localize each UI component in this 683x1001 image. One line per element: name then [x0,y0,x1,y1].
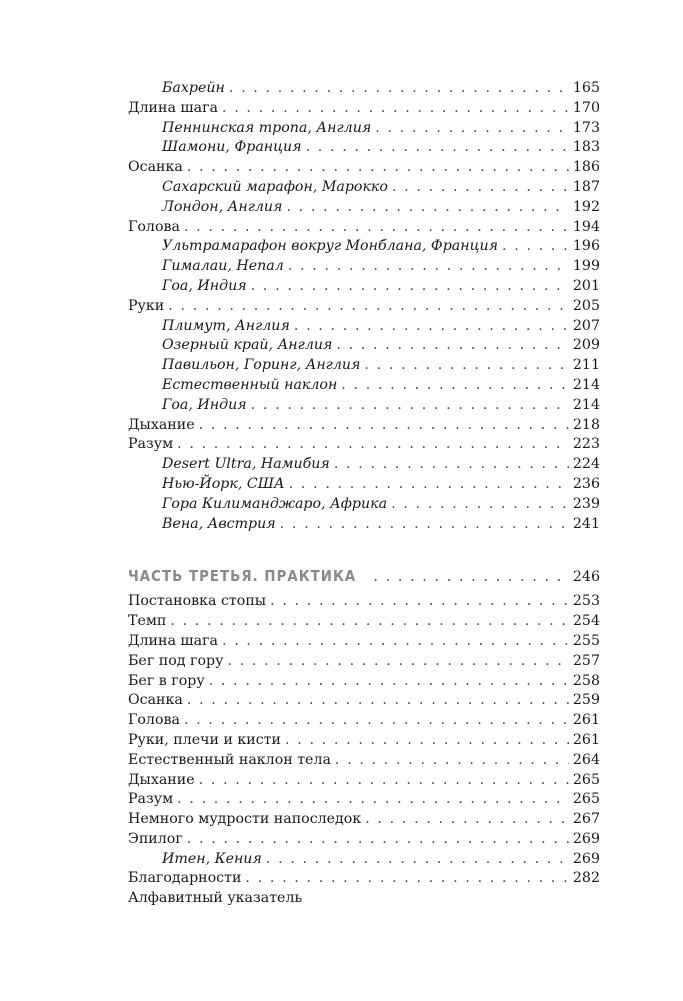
toc-entry-page: 201 [572,277,600,294]
toc-entry-title: Постановка стопы [128,593,267,610]
toc-entry-title: Сахарский марафон, Марокко [162,178,388,195]
toc-entry-page: 196 [572,238,600,255]
toc-entry-title: Темп [128,613,167,630]
dot-leader [229,79,569,99]
dot-leader [280,515,569,535]
toc-entry [128,158,600,178]
dot-leader [341,376,569,396]
part-heading-row [128,563,600,589]
toc-subentry [128,475,600,495]
toc-entry-page: 165 [572,80,600,96]
dot-leader [289,475,569,495]
toc-entry-page: 205 [572,297,600,314]
toc-entry-title: Гора Килиманджаро, Африка [162,495,388,512]
toc-entry-title: Благодарности [128,870,242,887]
toc-entry-page: 214 [572,376,600,393]
toc-entry [128,435,600,455]
toc-entry-page: 187 [572,178,600,195]
dot-leader [392,178,569,198]
toc-subentry [128,356,600,376]
toc-entry-page: 241 [572,515,600,532]
toc-entry [128,771,600,791]
dot-leader [270,592,569,612]
toc-subentry [128,138,600,158]
toc-subentry [128,198,600,218]
dot-leader [187,691,569,711]
toc-entry-page: 259 [572,692,600,709]
dot-leader [294,317,569,337]
toc-subentry [128,515,600,535]
toc-entry-page: 261 [572,712,600,729]
toc-entry-title: Естественный наклон [162,376,338,393]
toc-entry [128,652,600,672]
toc-entry-page: 255 [572,632,600,649]
dot-leader [222,99,569,119]
toc-entry-title: Ультрамарафон вокруг Монблана, Франция [162,238,499,255]
toc-subentry [128,376,600,396]
toc-entry-page: 261 [572,731,600,748]
toc-entry-page: 209 [572,337,600,354]
toc-entry [128,790,600,810]
toc-subentry [128,850,600,870]
toc-subentry [128,79,600,99]
toc-entry-title: Алфавитный указатель [128,890,303,907]
toc-entry-title: Немного мудрости напоследок [128,811,362,828]
toc-entry-title: Голова [128,218,180,235]
toc-entry-title: Голова [128,712,180,729]
dot-leader [391,495,569,515]
toc-entry-page: 183 [572,139,600,156]
dot-leader [306,138,569,158]
dot-leader [288,257,569,277]
toc-entry-page: 173 [572,119,600,136]
toc-entry-title: Руки, плечи и кисти [128,731,281,748]
toc-entry [128,672,600,692]
dot-leader [199,771,569,791]
toc-entry-title: Вена, Австрия [162,515,276,532]
toc-entry-page: 269 [572,850,600,867]
toc-subentry [128,336,600,356]
dot-leader [364,356,569,376]
dot-leader [335,751,569,771]
toc-entry-title: Бег в гору [128,672,205,689]
toc-entry-page: 199 [572,258,600,275]
dot-leader [177,790,569,810]
toc-entry-page: 265 [572,771,600,788]
toc-entry-title: Пеннинская тропа, Англия [162,119,372,136]
dot-leader [266,850,569,870]
toc-entry-title: Бег под гору [128,652,224,669]
toc-entry-page: 186 [572,159,600,176]
toc-subentry [128,257,600,277]
toc-entry-page: 257 [572,652,600,669]
toc-entry [128,889,600,909]
toc-entry-title: Озерный край, Англия [162,337,333,354]
toc-subentry [128,455,600,475]
toc-entry-title: Плимут, Англия [162,317,290,334]
toc-entry-page: 254 [572,613,600,630]
toc-subentry [128,277,600,297]
toc-entry-title: Лондон, Англия [162,198,283,215]
dot-leader [285,731,569,751]
toc-entry [128,99,600,119]
dot-leader [336,336,569,356]
dot-leader [170,612,569,632]
toc-subentry [128,317,600,337]
toc-entry [128,810,600,830]
toc-entry [128,731,600,751]
toc-entry-title: Бахрейн [162,80,225,96]
toc-entry-page: 218 [572,416,600,433]
toc-subentry [128,237,600,257]
toc-entry-title: Шамони, Франция [162,139,302,156]
toc-entry-title: Гоа, Индия [162,277,247,294]
part-heading-title: ЧАСТЬ ТРЕТЬЯ. ПРАКТИКА [128,567,357,586]
dot-leader [334,455,569,475]
toc-entry-title: Длина шага [128,632,218,649]
toc-subentry [128,495,600,515]
toc-entry [128,711,600,731]
toc-entry [128,218,600,238]
toc-entry-page: 264 [572,751,600,768]
dot-leader [375,119,569,139]
toc-entry-page: 223 [572,436,600,453]
dot-leader [187,830,569,850]
toc-entry [128,869,600,889]
toc-entry-page: 269 [572,830,600,847]
toc-subentry [128,396,600,416]
toc-entry-page: 207 [572,317,600,334]
dot-leader [245,869,569,889]
toc-entry-page: 253 [572,593,600,610]
dot-leader [373,564,568,590]
dot-leader [286,198,568,218]
toc-entry-page: 192 [572,198,600,215]
toc-entry [128,830,600,850]
toc-entry-page: 239 [572,495,600,512]
dot-leader [184,218,569,238]
toc-entry-title: Гоа, Индия [162,396,247,413]
part-heading-page: 246 [572,569,600,586]
table-of-contents [128,79,600,909]
toc-entry-page: 267 [572,811,600,828]
toc-entry-page: 265 [572,791,600,808]
toc-entry-page: 194 [572,218,600,235]
toc-entry-page: 236 [572,475,600,492]
toc-entry-title: Гималаи, Непал [162,258,284,275]
toc-entry-page: 282 [572,870,600,887]
toc-entry [128,691,600,711]
dot-leader [199,416,569,436]
toc-entry-page: 170 [572,99,600,116]
toc-section-part-two [128,79,600,534]
dot-leader [187,158,569,178]
dot-leader [168,297,569,317]
toc-entry-title: Осанка [128,692,183,709]
toc-entry-title: Дыхание [128,771,195,788]
toc-entry [128,612,600,632]
dot-leader [365,810,569,830]
toc-entry-title: Длина шага [128,99,218,116]
toc-entry [128,751,600,771]
toc-entry [128,416,600,436]
toc-entry [128,592,600,612]
dot-leader [227,652,568,672]
dot-leader [209,672,569,692]
dot-leader [177,435,569,455]
dot-leader [222,632,569,652]
toc-entry-page: 214 [572,396,600,413]
toc-entry [128,632,600,652]
toc-entry-title: Павильон, Горинг, Англия [162,357,361,374]
toc-entry-title: Итен, Кения [162,850,262,867]
dot-leader [184,711,569,731]
toc-entry-title: Разум [128,436,174,453]
toc-entry-page: 211 [572,357,600,374]
toc-entry-title: Дыхание [128,416,195,433]
dot-leader [251,396,569,416]
dot-leader [502,237,569,257]
toc-entry-title: Нью-Йорк, США [162,475,285,492]
toc-subentry [128,178,600,198]
toc-entry-title: Естественный наклон тела [128,751,331,768]
toc-entry-page: 258 [572,672,600,689]
toc-entry-title: Эпилог [128,830,183,847]
toc-section-part-three [128,592,600,909]
toc-entry-title: Осанка [128,159,183,176]
toc-entry-page: 224 [572,456,600,473]
toc-entry-title: Desert Ultra, Намибия [162,456,330,473]
toc-entry-title: Разум [128,791,174,808]
toc-entry [128,297,600,317]
dot-leader [251,277,569,297]
toc-entry-title: Руки [128,297,165,314]
toc-subentry [128,119,600,139]
